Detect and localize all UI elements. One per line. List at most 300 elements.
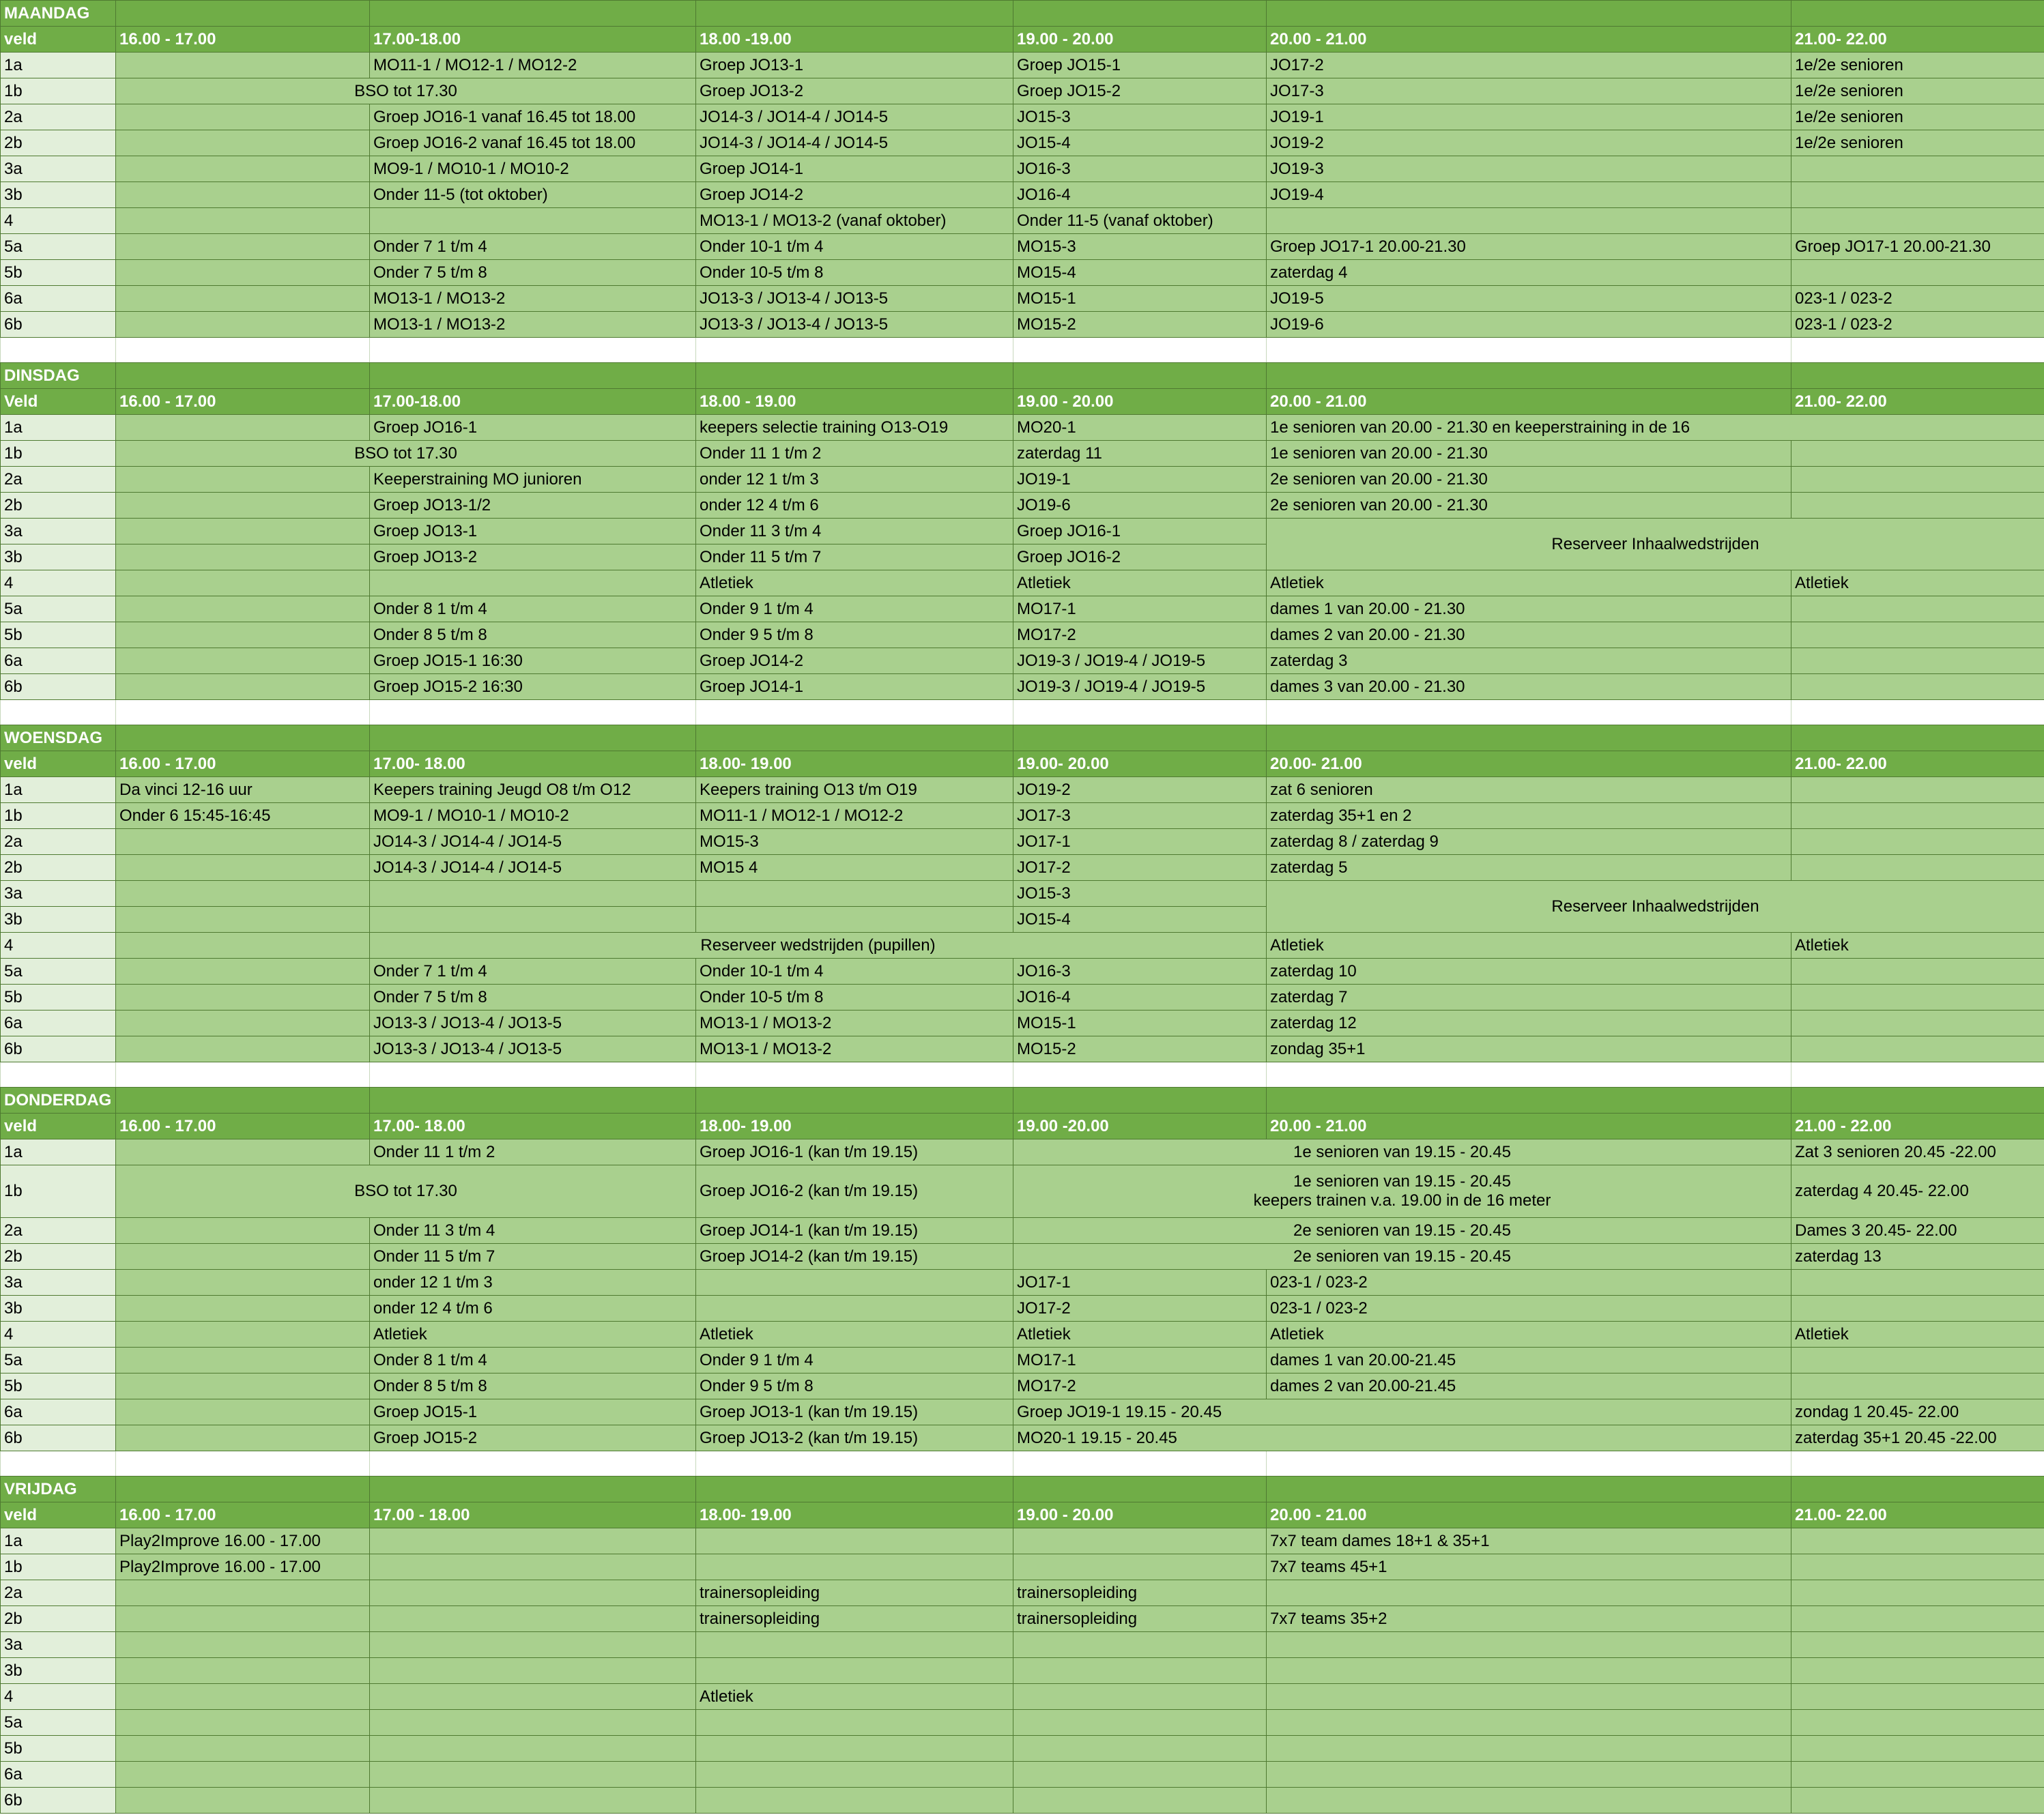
table-cell[interactable]: 023-1 / 023-2 [1791, 286, 2044, 312]
table-cell[interactable] [696, 881, 1013, 907]
table-cell[interactable]: MO13-1 / MO13-2 [696, 1011, 1013, 1036]
header-cell[interactable]: 16.00 - 17.00 [116, 1502, 370, 1528]
table-cell[interactable]: Onder 8 1 t/m 4 [370, 1348, 696, 1373]
table-cell[interactable] [116, 1736, 370, 1762]
table-cell[interactable]: Groep JO14-1 [696, 156, 1013, 182]
veld-cell[interactable]: 3a [1, 881, 116, 907]
table-cell[interactable]: 1e senioren van 20.00 - 21.30 [1267, 441, 1791, 467]
header-cell[interactable]: 17.00- 18.00 [370, 751, 696, 777]
table-cell[interactable] [116, 622, 370, 648]
merged-cell[interactable]: BSO tot 17.30 [116, 441, 696, 467]
table-cell[interactable] [116, 104, 370, 130]
table-cell[interactable]: Atletiek [1791, 1322, 2044, 1348]
table-cell[interactable]: JO17-3 [1267, 78, 1791, 104]
veld-cell[interactable]: 1b [1, 1554, 116, 1580]
table-cell[interactable]: Atletiek [1013, 570, 1267, 596]
table-cell[interactable]: MO11-1 / MO12-1 / MO12-2 [370, 53, 696, 78]
table-cell[interactable] [116, 674, 370, 700]
veld-cell[interactable]: 1a [1, 777, 116, 803]
table-cell[interactable] [116, 1373, 370, 1399]
table-cell[interactable]: Groep JO14-1 (kan t/m 19.15) [696, 1218, 1013, 1244]
veld-cell[interactable]: 1b [1, 803, 116, 829]
header-cell[interactable]: 20.00- 21.00 [1267, 751, 1791, 777]
table-cell[interactable] [116, 1218, 370, 1244]
table-cell[interactable]: 2e senioren van 20.00 - 21.30 [1267, 493, 1791, 519]
table-cell[interactable]: Onder 11 5 t/m 7 [696, 544, 1013, 570]
table-cell[interactable] [1267, 1684, 1791, 1710]
table-cell[interactable] [1013, 1632, 1267, 1658]
table-cell[interactable]: Groep JO16-1 (kan t/m 19.15) [696, 1139, 1013, 1165]
table-cell[interactable]: zaterdag 35+1 20.45 -22.00 [1791, 1425, 2044, 1451]
day-title[interactable]: DONDERDAG [1, 1088, 116, 1114]
table-cell[interactable]: Onder 10-5 t/m 8 [696, 985, 1013, 1011]
header-cell[interactable]: Veld [1, 389, 116, 415]
table-cell[interactable]: zaterdag 4 [1267, 260, 1791, 286]
veld-cell[interactable]: 2a [1, 1218, 116, 1244]
table-cell[interactable]: JO14-3 / JO14-4 / JO14-5 [696, 130, 1013, 156]
table-cell[interactable]: Atletiek [370, 1322, 696, 1348]
table-cell[interactable] [1791, 1710, 2044, 1736]
table-cell[interactable] [1791, 1270, 2044, 1296]
veld-cell[interactable]: 6a [1, 1399, 116, 1425]
veld-cell[interactable]: 1b [1, 441, 116, 467]
table-cell[interactable]: 023-1 / 023-2 [1791, 312, 2044, 338]
table-cell[interactable]: MO13-1 / MO13-2 (vanaf oktober) [696, 208, 1013, 234]
table-cell[interactable] [370, 570, 696, 596]
header-cell[interactable]: 19.00 - 20.00 [1013, 1502, 1267, 1528]
veld-cell[interactable]: 2b [1, 493, 116, 519]
veld-cell[interactable]: 2b [1, 1606, 116, 1632]
table-cell[interactable]: JO16-4 [1013, 985, 1267, 1011]
veld-cell[interactable]: 2a [1, 467, 116, 493]
table-cell[interactable] [1791, 1348, 2044, 1373]
table-cell[interactable] [696, 1762, 1013, 1788]
table-cell[interactable]: Onder 8 5 t/m 8 [370, 1373, 696, 1399]
table-cell[interactable]: 7x7 teams 35+2 [1267, 1606, 1791, 1632]
table-cell[interactable] [370, 1580, 696, 1606]
table-cell[interactable]: Onder 11 3 t/m 4 [696, 519, 1013, 544]
table-cell[interactable] [370, 1710, 696, 1736]
veld-cell[interactable]: 1b [1, 78, 116, 104]
table-cell[interactable] [116, 234, 370, 260]
table-cell[interactable]: JO17-2 [1013, 855, 1267, 881]
table-cell[interactable]: JO14-3 / JO14-4 / JO14-5 [370, 855, 696, 881]
table-cell[interactable]: Atletiek [1267, 933, 1791, 959]
table-cell[interactable] [1791, 1373, 2044, 1399]
table-cell[interactable] [370, 1528, 696, 1554]
table-cell[interactable]: onder 12 4 t/m 6 [370, 1296, 696, 1322]
table-cell[interactable] [1267, 1632, 1791, 1658]
table-cell[interactable] [116, 1296, 370, 1322]
header-cell[interactable]: 19.00 -20.00 [1013, 1114, 1267, 1139]
table-cell[interactable] [116, 1139, 370, 1165]
table-cell[interactable] [116, 933, 370, 959]
table-cell[interactable]: Atletiek [1013, 1322, 1267, 1348]
table-cell[interactable]: dames 2 van 20.00-21.45 [1267, 1373, 1791, 1399]
table-cell[interactable] [116, 1684, 370, 1710]
table-cell[interactable]: JO19-1 [1013, 467, 1267, 493]
table-cell[interactable]: JO15-3 [1013, 881, 1267, 907]
header-cell[interactable]: 18.00 - 19.00 [696, 389, 1013, 415]
table-cell[interactable] [370, 1606, 696, 1632]
table-cell[interactable]: Onder 11 1 t/m 2 [696, 441, 1013, 467]
table-cell[interactable]: JO13-3 / JO13-4 / JO13-5 [370, 1036, 696, 1062]
table-cell[interactable]: Onder 9 1 t/m 4 [696, 596, 1013, 622]
table-cell[interactable] [116, 493, 370, 519]
merged-cell[interactable]: BSO tot 17.30 [116, 78, 696, 104]
table-cell[interactable] [370, 1632, 696, 1658]
table-cell[interactable]: zaterdag 3 [1267, 648, 1791, 674]
table-cell[interactable] [116, 1011, 370, 1036]
header-cell[interactable]: veld [1, 751, 116, 777]
header-cell[interactable]: 21.00 - 22.00 [1791, 1114, 2044, 1139]
header-cell[interactable]: 16.00 - 17.00 [116, 27, 370, 53]
table-cell[interactable] [370, 1736, 696, 1762]
veld-cell[interactable]: 6b [1, 1425, 116, 1451]
table-cell[interactable]: Groep JO14-2 [696, 648, 1013, 674]
table-cell[interactable] [116, 1762, 370, 1788]
table-cell[interactable] [1791, 1736, 2044, 1762]
table-cell[interactable] [116, 1606, 370, 1632]
table-cell[interactable] [116, 286, 370, 312]
table-cell[interactable] [116, 182, 370, 208]
table-cell[interactable]: JO19-1 [1267, 104, 1791, 130]
table-cell[interactable] [1791, 674, 2044, 700]
table-cell[interactable]: MO13-1 / MO13-2 [370, 312, 696, 338]
table-cell[interactable]: 1e/2e senioren [1791, 104, 2044, 130]
table-cell[interactable] [116, 907, 370, 933]
table-cell[interactable]: onder 12 1 t/m 3 [370, 1270, 696, 1296]
veld-cell[interactable]: 4 [1, 933, 116, 959]
table-cell[interactable]: Atletiek [696, 1684, 1013, 1710]
table-cell[interactable]: Groep JO15-1 16:30 [370, 648, 696, 674]
header-cell[interactable]: 17.00-18.00 [370, 27, 696, 53]
table-cell[interactable]: Groep JO15-2 16:30 [370, 674, 696, 700]
table-cell[interactable]: Keeperstraining MO junioren [370, 467, 696, 493]
veld-cell[interactable]: 3a [1, 519, 116, 544]
table-cell[interactable]: Onder 10-1 t/m 4 [696, 959, 1013, 985]
table-cell[interactable] [696, 1710, 1013, 1736]
merged-cell[interactable]: Reserveer Inhaalwedstrijden [1267, 881, 2044, 933]
veld-cell[interactable]: 3a [1, 1632, 116, 1658]
veld-cell[interactable]: 6b [1, 1036, 116, 1062]
table-cell[interactable]: Groep JO13-2 (kan t/m 19.15) [696, 1425, 1013, 1451]
table-cell[interactable]: Groep JO15-2 [1013, 78, 1267, 104]
table-cell[interactable]: Onder 9 5 t/m 8 [696, 1373, 1013, 1399]
table-cell[interactable]: Onder 10-5 t/m 8 [696, 260, 1013, 286]
veld-cell[interactable]: 3b [1, 182, 116, 208]
table-cell[interactable]: Onder 7 5 t/m 8 [370, 985, 696, 1011]
header-cell[interactable]: 17.00- 18.00 [370, 1114, 696, 1139]
veld-cell[interactable]: 2a [1, 1580, 116, 1606]
table-cell[interactable] [1791, 1684, 2044, 1710]
day-title[interactable]: WOENSDAG [1, 725, 116, 751]
header-cell[interactable]: 17.00 - 18.00 [370, 1502, 696, 1528]
table-cell[interactable]: trainersopleiding [696, 1580, 1013, 1606]
table-cell[interactable]: Groep JO13-2 [696, 78, 1013, 104]
table-cell[interactable]: JO19-2 [1267, 130, 1791, 156]
table-cell[interactable]: Groep JO13-2 [370, 544, 696, 570]
table-cell[interactable]: JO16-4 [1013, 182, 1267, 208]
table-cell[interactable] [696, 1528, 1013, 1554]
table-cell[interactable]: Play2Improve 16.00 - 17.00 [116, 1528, 370, 1554]
table-cell[interactable]: zaterdag 5 [1267, 855, 1791, 881]
table-cell[interactable] [696, 1296, 1013, 1322]
veld-cell[interactable]: 5a [1, 959, 116, 985]
table-cell[interactable]: JO19-3 / JO19-4 / JO19-5 [1013, 674, 1267, 700]
table-cell[interactable]: JO19-6 [1013, 493, 1267, 519]
day-title[interactable]: VRIJDAG [1, 1477, 116, 1502]
table-cell[interactable]: MO15-4 [1013, 260, 1267, 286]
veld-cell[interactable]: 6a [1, 648, 116, 674]
table-cell[interactable] [370, 1684, 696, 1710]
table-cell[interactable]: Onder 7 5 t/m 8 [370, 260, 696, 286]
veld-cell[interactable]: 5b [1, 260, 116, 286]
table-cell[interactable]: Dames 3 20.45- 22.00 [1791, 1218, 2044, 1244]
table-cell[interactable] [116, 1348, 370, 1373]
table-cell[interactable]: MO17-2 [1013, 622, 1267, 648]
table-cell[interactable] [1791, 1580, 2044, 1606]
table-cell[interactable]: Onder 9 1 t/m 4 [696, 1348, 1013, 1373]
table-cell[interactable]: JO19-2 [1013, 777, 1267, 803]
veld-cell[interactable]: 5b [1, 622, 116, 648]
table-cell[interactable] [1013, 1658, 1267, 1684]
header-cell[interactable]: 16.00 - 17.00 [116, 751, 370, 777]
table-cell[interactable] [116, 1036, 370, 1062]
veld-cell[interactable]: 3a [1, 1270, 116, 1296]
table-cell[interactable]: Groep JO17-1 20.00-21.30 [1791, 234, 2044, 260]
table-cell[interactable] [116, 1710, 370, 1736]
table-cell[interactable] [1791, 829, 2044, 855]
table-cell[interactable]: Groep JO16-2 (kan t/m 19.15) [696, 1165, 1013, 1218]
table-cell[interactable] [370, 1554, 696, 1580]
table-cell[interactable] [116, 570, 370, 596]
veld-cell[interactable]: 1a [1, 1139, 116, 1165]
header-cell[interactable]: 18.00- 19.00 [696, 1502, 1013, 1528]
table-cell[interactable] [1791, 1296, 2044, 1322]
table-cell[interactable]: Zat 3 senioren 20.45 -22.00 [1791, 1139, 2044, 1165]
veld-cell[interactable]: 4 [1, 570, 116, 596]
table-cell[interactable]: 2e senioren van 20.00 - 21.30 [1267, 467, 1791, 493]
table-cell[interactable]: dames 3 van 20.00 - 21.30 [1267, 674, 1791, 700]
table-cell[interactable] [1013, 1554, 1267, 1580]
header-cell[interactable]: 17.00-18.00 [370, 389, 696, 415]
table-cell[interactable]: JO19-3 [1267, 156, 1791, 182]
header-cell[interactable]: 18.00- 19.00 [696, 1114, 1013, 1139]
table-cell[interactable] [1791, 1658, 2044, 1684]
table-cell[interactable]: Groep JO15-2 [370, 1425, 696, 1451]
table-cell[interactable]: zat 6 senioren [1267, 777, 1791, 803]
table-cell[interactable]: MO9-1 / MO10-1 / MO10-2 [370, 803, 696, 829]
table-cell[interactable]: JO14-3 / JO14-4 / JO14-5 [370, 829, 696, 855]
table-cell[interactable]: Groep JO16-2 [1013, 544, 1267, 570]
table-cell[interactable]: 1e/2e senioren [1791, 78, 2044, 104]
table-cell[interactable]: zaterdag 4 20.45- 22.00 [1791, 1165, 2044, 1218]
table-cell[interactable]: Groep JO13-1 [370, 519, 696, 544]
table-cell[interactable] [1013, 1684, 1267, 1710]
veld-cell[interactable]: 6b [1, 312, 116, 338]
table-cell[interactable] [1791, 803, 2044, 829]
merged-cell[interactable]: 2e senioren van 19.15 - 20.45 [1013, 1244, 1791, 1270]
veld-cell[interactable]: 1a [1, 415, 116, 441]
table-cell[interactable] [370, 1762, 696, 1788]
table-cell[interactable]: MO13-1 / MO13-2 [370, 286, 696, 312]
table-cell[interactable] [1267, 1580, 1791, 1606]
table-cell[interactable]: JO13-3 / JO13-4 / JO13-5 [696, 286, 1013, 312]
veld-cell[interactable]: 6a [1, 1762, 116, 1788]
table-cell[interactable]: MO15-2 [1013, 312, 1267, 338]
table-cell[interactable] [1791, 959, 2044, 985]
table-cell[interactable]: 1e/2e senioren [1791, 53, 2044, 78]
table-cell[interactable] [116, 648, 370, 674]
veld-cell[interactable]: 1b [1, 1165, 116, 1218]
table-cell[interactable] [1267, 1736, 1791, 1762]
header-cell[interactable]: veld [1, 1114, 116, 1139]
table-cell[interactable] [696, 1658, 1013, 1684]
header-cell[interactable]: 18.00- 19.00 [696, 751, 1013, 777]
table-cell[interactable]: Groep JO14-1 [696, 674, 1013, 700]
table-cell[interactable]: MO17-2 [1013, 1373, 1267, 1399]
table-cell[interactable]: JO17-2 [1013, 1296, 1267, 1322]
table-cell[interactable] [1267, 1788, 1791, 1814]
table-cell[interactable]: dames 1 van 20.00 - 21.30 [1267, 596, 1791, 622]
table-cell[interactable]: MO17-1 [1013, 1348, 1267, 1373]
table-cell[interactable] [1791, 985, 2044, 1011]
table-cell[interactable] [116, 1425, 370, 1451]
table-cell[interactable] [1791, 777, 2044, 803]
table-cell[interactable] [1791, 1528, 2044, 1554]
table-cell[interactable]: JO16-3 [1013, 156, 1267, 182]
table-cell[interactable] [1267, 1762, 1791, 1788]
table-cell[interactable] [1791, 182, 2044, 208]
table-cell[interactable] [1013, 1736, 1267, 1762]
table-cell[interactable]: JO15-4 [1013, 907, 1267, 933]
table-cell[interactable]: trainersopleiding [1013, 1580, 1267, 1606]
veld-cell[interactable]: 2b [1, 1244, 116, 1270]
veld-cell[interactable]: 2a [1, 104, 116, 130]
table-cell[interactable]: Onder 11 1 t/m 2 [370, 1139, 696, 1165]
table-cell[interactable]: Atletiek [1267, 570, 1791, 596]
table-cell[interactable]: Atletiek [1791, 933, 2044, 959]
table-cell[interactable]: Onder 7 1 t/m 4 [370, 959, 696, 985]
veld-cell[interactable]: 3b [1, 907, 116, 933]
header-cell[interactable]: 21.00- 22.00 [1791, 1502, 2044, 1528]
veld-cell[interactable]: 4 [1, 1322, 116, 1348]
table-cell[interactable] [1791, 260, 2044, 286]
table-cell[interactable]: Groep JO16-1 [370, 415, 696, 441]
table-cell[interactable]: JO17-1 [1013, 1270, 1267, 1296]
merged-cell[interactable]: Groep JO19-1 19.15 - 20.45 [1013, 1399, 1791, 1425]
table-cell[interactable] [1791, 441, 2044, 467]
table-cell[interactable] [116, 829, 370, 855]
table-cell[interactable]: Onder 11 3 t/m 4 [370, 1218, 696, 1244]
table-cell[interactable]: JO16-3 [1013, 959, 1267, 985]
table-cell[interactable]: Atletiek [1267, 1322, 1791, 1348]
table-cell[interactable]: Groep JO16-1 vanaf 16.45 tot 18.00 [370, 104, 696, 130]
table-cell[interactable]: JO17-3 [1013, 803, 1267, 829]
table-cell[interactable] [116, 519, 370, 544]
veld-cell[interactable]: 2a [1, 829, 116, 855]
table-cell[interactable]: JO19-5 [1267, 286, 1791, 312]
table-cell[interactable]: zaterdag 11 [1013, 441, 1267, 467]
table-cell[interactable]: 7x7 team dames 18+1 & 35+1 [1267, 1528, 1791, 1554]
table-cell[interactable] [116, 1632, 370, 1658]
header-cell[interactable]: 20.00 - 21.00 [1267, 1114, 1791, 1139]
table-cell[interactable] [1791, 208, 2044, 234]
veld-cell[interactable]: 2b [1, 130, 116, 156]
table-cell[interactable]: zaterdag 12 [1267, 1011, 1791, 1036]
merged-cell[interactable]: 1e senioren van 20.00 - 21.30 en keeperstraining in de 16 [1267, 415, 2044, 441]
table-cell[interactable] [1267, 208, 1791, 234]
veld-cell[interactable]: 5a [1, 596, 116, 622]
table-cell[interactable]: JO17-1 [1013, 829, 1267, 855]
table-cell[interactable] [1013, 1710, 1267, 1736]
table-cell[interactable]: Groep JO15-1 [370, 1399, 696, 1425]
table-cell[interactable]: MO15 4 [696, 855, 1013, 881]
table-cell[interactable]: dames 1 van 20.00-21.45 [1267, 1348, 1791, 1373]
table-cell[interactable] [1791, 855, 2044, 881]
table-cell[interactable]: 023-1 / 023-2 [1267, 1270, 1791, 1296]
table-cell[interactable]: MO11-1 / MO12-1 / MO12-2 [696, 803, 1013, 829]
table-cell[interactable]: keepers selectie training O13-O19 [696, 415, 1013, 441]
table-cell[interactable] [116, 855, 370, 881]
header-cell[interactable]: veld [1, 1502, 116, 1528]
table-cell[interactable] [1791, 1554, 2044, 1580]
veld-cell[interactable]: 1a [1, 1528, 116, 1554]
table-cell[interactable]: JO14-3 / JO14-4 / JO14-5 [696, 104, 1013, 130]
table-cell[interactable]: Groep JO16-2 vanaf 16.45 tot 18.00 [370, 130, 696, 156]
table-cell[interactable]: Onder 8 5 t/m 8 [370, 622, 696, 648]
table-cell[interactable]: MO15-3 [696, 829, 1013, 855]
header-cell[interactable]: 19.00 - 20.00 [1013, 27, 1267, 53]
table-cell[interactable]: Onder 6 15:45-16:45 [116, 803, 370, 829]
table-cell[interactable]: Groep JO17-1 20.00-21.30 [1267, 234, 1791, 260]
table-cell[interactable]: Groep JO14-2 [696, 182, 1013, 208]
table-cell[interactable] [116, 312, 370, 338]
table-cell[interactable]: JO17-2 [1267, 53, 1791, 78]
veld-cell[interactable]: 4 [1, 208, 116, 234]
veld-cell[interactable]: 3a [1, 156, 116, 182]
table-cell[interactable] [1013, 1788, 1267, 1814]
table-cell[interactable]: Onder 8 1 t/m 4 [370, 596, 696, 622]
table-cell[interactable] [116, 208, 370, 234]
veld-cell[interactable]: 3b [1, 1296, 116, 1322]
table-cell[interactable]: Play2Improve 16.00 - 17.00 [116, 1554, 370, 1580]
table-cell[interactable] [1791, 1606, 2044, 1632]
table-cell[interactable]: Onder 11-5 (tot oktober) [370, 182, 696, 208]
table-cell[interactable] [116, 260, 370, 286]
header-cell[interactable]: 20.00 - 21.00 [1267, 27, 1791, 53]
table-cell[interactable] [696, 1270, 1013, 1296]
table-cell[interactable]: JO19-3 / JO19-4 / JO19-5 [1013, 648, 1267, 674]
header-cell[interactable]: 20.00 - 21.00 [1267, 1502, 1791, 1528]
header-cell[interactable]: 16.00 - 17.00 [116, 389, 370, 415]
table-cell[interactable]: Groep JO13-1 [696, 53, 1013, 78]
table-cell[interactable]: Groep JO13-1/2 [370, 493, 696, 519]
table-cell[interactable] [116, 985, 370, 1011]
table-cell[interactable]: 7x7 teams 45+1 [1267, 1554, 1791, 1580]
header-cell[interactable]: 21.00- 22.00 [1791, 389, 2044, 415]
table-cell[interactable] [116, 544, 370, 570]
header-cell[interactable]: 21.00- 22.00 [1791, 751, 2044, 777]
table-cell[interactable]: Keepers training O13 t/m O19 [696, 777, 1013, 803]
merged-cell[interactable]: MO20-1 19.15 - 20.45 [1013, 1425, 1791, 1451]
merged-cell[interactable]: Reserveer Inhaalwedstrijden [1267, 519, 2044, 570]
table-cell[interactable]: Atletiek [696, 1322, 1013, 1348]
table-cell[interactable] [116, 881, 370, 907]
table-cell[interactable]: zaterdag 10 [1267, 959, 1791, 985]
header-cell[interactable]: 19.00 - 20.00 [1013, 389, 1267, 415]
